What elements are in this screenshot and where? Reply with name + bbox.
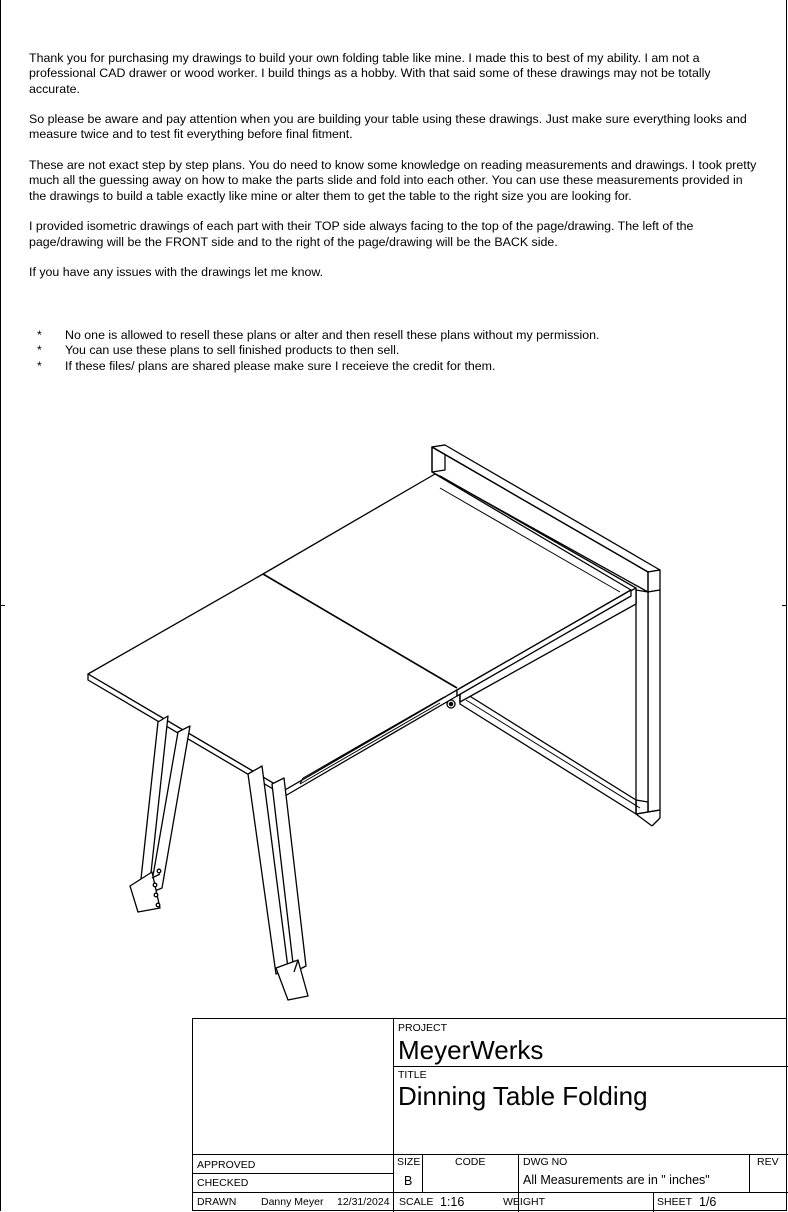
- project-name: MeyerWerks: [398, 1035, 544, 1065]
- list-item: [37, 343, 757, 358]
- center-tick-left: [1, 605, 5, 606]
- dwg-no-value: All Measurements are in " inches": [523, 1173, 710, 1187]
- intro-notes: [29, 51, 759, 296]
- size-value: B: [404, 1174, 413, 1188]
- divider: [193, 1154, 788, 1155]
- intro-paragraph: Thank you for purchasing my drawings to build your own folding table like mine. I made this to best of my ability. I am not a professional CAD drawer or wood worker. I build things as a hobby. With that said some of these drawings may not be totally accurate.: [29, 51, 711, 96]
- intro-paragraph: So please be aware and pay attention when you are building your table using these drawings. Just make sure everything looks and measure twice and to test fit everything before final fitment.: [29, 112, 747, 142]
- drawn-date: 12/31/2024: [337, 1196, 390, 1208]
- divider: [653, 1192, 654, 1212]
- divider: [193, 1192, 788, 1193]
- divider: [393, 1019, 394, 1212]
- usage-rules-list: [37, 328, 757, 374]
- project-label: PROJECT: [398, 1022, 448, 1034]
- size-label: SIZE: [397, 1156, 421, 1168]
- scale-value: 1:16: [440, 1195, 465, 1209]
- list-item: [37, 359, 757, 374]
- intro-paragraph: I provided isometric drawings of each part with their TOP side always facing to the top of the page/drawing. The left of the page/drawing will be the FRONT side and to the right of the page/drawing will be the BACK side.: [29, 219, 694, 249]
- title-label: TITLE: [398, 1069, 427, 1081]
- drawing-title: Dinning Table Folding: [398, 1081, 648, 1111]
- divider: [422, 1154, 423, 1192]
- folding-table-isometric-drawing: [80, 440, 670, 1010]
- divider: [749, 1154, 750, 1192]
- bullet-marker: *: [37, 343, 42, 358]
- intro-paragraph: These are not exact step by step plans. You do need to know some knowledge on reading measurements and drawings. I took pretty much all the guessing away on how to make the parts slide and fold into each other. You can use these measurements provided in the drawings to build a table exactly like mine or alter them to get the table to the right size you are looking for.: [29, 158, 757, 203]
- approved-label: APPROVED: [197, 1159, 256, 1171]
- sheet-label: SHEET: [657, 1196, 693, 1208]
- sheet-value: 1/6: [699, 1195, 717, 1209]
- checked-label: CHECKED: [197, 1177, 249, 1189]
- code-label: CODE: [455, 1156, 486, 1168]
- rule-text: You can use these plans to sell finished products to then sell.: [65, 343, 400, 358]
- title-block: [192, 1018, 787, 1211]
- rule-text: No one is allowed to resell these plans or alter and then resell these plans without my permission.: [65, 328, 600, 342]
- divider: [193, 1173, 393, 1174]
- list-item: [37, 328, 757, 343]
- intro-paragraph: If you have any issues with the drawings let me know.: [29, 265, 324, 280]
- bullet-marker: *: [37, 328, 42, 342]
- scale-label: SCALE: [399, 1196, 434, 1208]
- rule-text: If these files/ plans are shared please make sure I receieve the credit for them.: [65, 358, 496, 373]
- drawn-by: Danny Meyer: [261, 1196, 324, 1208]
- weight-label: WEIGHT: [503, 1196, 545, 1208]
- drawn-label: DRAWN: [197, 1196, 237, 1208]
- center-tick-right: [782, 605, 786, 606]
- dwg-no-label: DWG NO: [523, 1156, 568, 1168]
- divider: [393, 1066, 788, 1067]
- bullet-marker: *: [37, 358, 42, 373]
- rev-label: REV: [757, 1156, 779, 1168]
